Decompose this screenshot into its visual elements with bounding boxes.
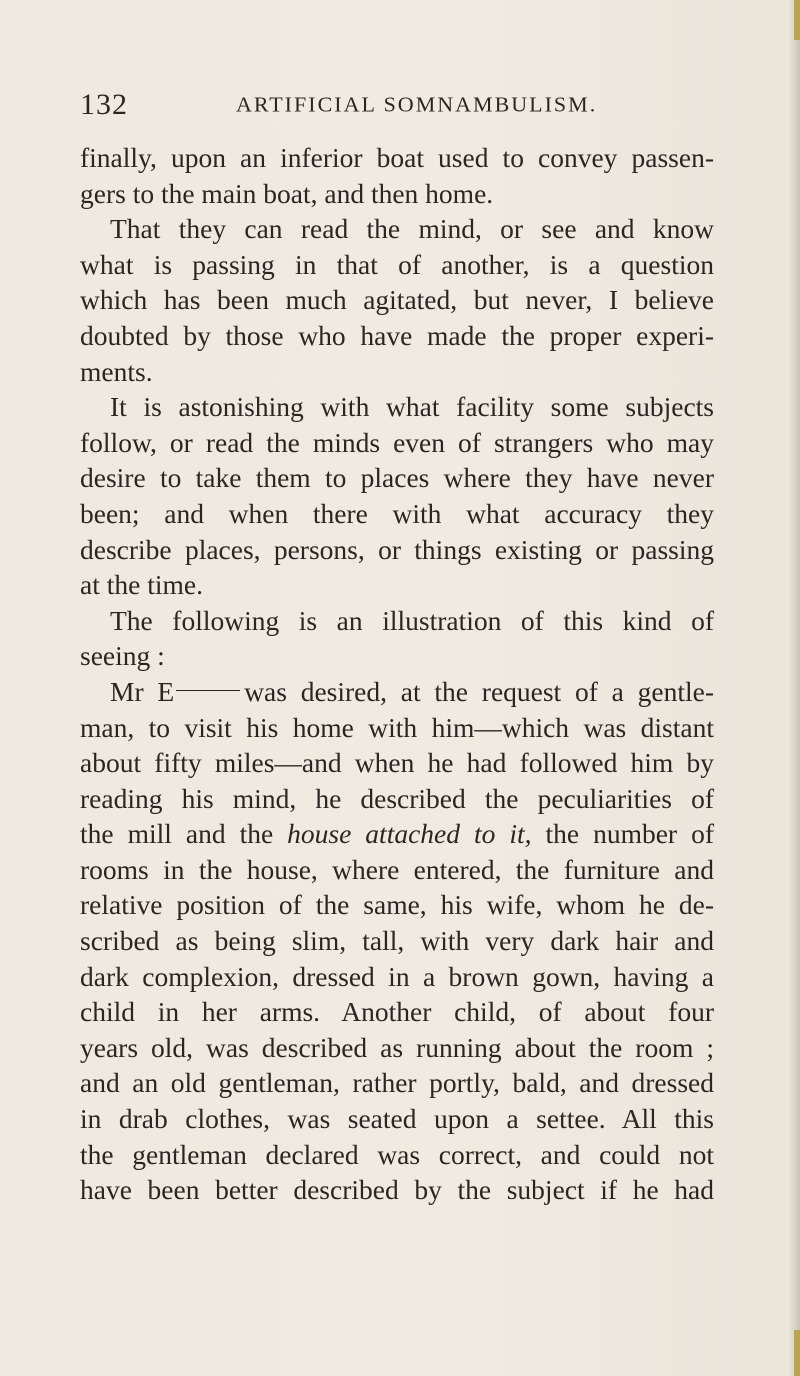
body-text [80,140,714,1208]
line-text: child in her arms. Another child, of about four [80,996,714,1028]
text-line [80,247,714,283]
text-line [80,852,714,888]
line-text: The following is an illustration of this kind of [110,604,714,636]
line-text: have been better described by the subject if he had [80,1174,714,1206]
text-line [80,1101,714,1137]
page-edge-tab-bottom [794,1330,800,1376]
text-line [80,318,714,354]
text-line [80,1172,714,1208]
line-text: in drab clothes, was seated upon a settee. All this [80,1103,714,1135]
line-text: That they can read the mind, or see and know [110,213,714,245]
text-line [80,923,714,959]
line-text: the gentleman declared was correct, and could not [80,1138,714,1170]
line-text: gers to the main boat, and then home. [80,177,494,209]
text-line [80,816,714,852]
line-text: about fifty miles—and when he had followed him by [80,747,714,779]
text-line [80,959,714,995]
text-line [80,674,714,710]
text-line [80,354,714,390]
text-line [80,638,714,674]
text-line [80,496,714,532]
text-line [80,710,714,746]
name-omission-dash [176,690,240,691]
running-head [80,88,720,128]
text-line [80,781,714,817]
line-text: doubted by those who have made the proper experi- [80,319,714,351]
line-text: desire to take them to places where they have never [80,462,714,494]
line-text-italic: house attached to it, [287,818,532,850]
page-edge-shadow [788,0,800,1376]
text-line [80,1137,714,1173]
line-text-pre: Mr E [110,675,175,707]
running-title: ARTIFICIAL SOMNAMBULISM. [236,92,598,117]
line-text: describe places, persons, or things existing or passing [80,533,714,565]
text-line [80,460,714,496]
line-text: and an old gentleman, rather portly, bald, and dressed [80,1067,714,1099]
line-text: what is passing in that of another, is a question [80,248,714,280]
text-line [80,140,714,176]
line-text: scribed as being slim, tall, with very dark hair and [80,925,714,957]
line-text: It is astonishing with what facility some subjects [110,391,714,423]
text-line [80,282,714,318]
line-text: years old, was described as running about the room ; [80,1031,714,1063]
text-line [80,745,714,781]
line-text-post: the number of [531,818,714,850]
text-line [80,211,714,247]
text-line [80,425,714,461]
text-line [80,887,714,923]
page-edge-tab-top [794,0,800,40]
line-text: follow, or read the minds even of strangers who may [80,426,714,458]
line-text-post: was desired, at the request of a gentle- [244,675,714,707]
line-text: man, to visit his home with him—which was distant [80,711,714,743]
line-text: which has been much agitated, but never, I believe [80,284,714,316]
page-number: 132 [80,88,128,121]
text-line [80,389,714,425]
line-text: been; and when there with what accuracy they [80,497,714,529]
line-text: at the time. [80,569,203,601]
text-line [80,1065,714,1101]
text-line [80,176,714,212]
text-line [80,1030,714,1066]
line-text: ments. [80,355,153,387]
line-text: finally, upon an inferior boat used to convey passen- [80,142,714,173]
line-text-pre: the mill and the [80,818,288,850]
text-line [80,994,714,1030]
text-line [80,603,714,639]
text-line [80,567,714,603]
line-text: rooms in the house, where entered, the furniture and [80,853,714,885]
text-line [80,532,714,568]
line-text: reading his mind, he described the peculiarities of [80,782,714,814]
line-text: relative position of the same, his wife, whom he de- [80,889,714,921]
line-text: seeing : [80,640,165,672]
line-text: dark complexion, dressed in a brown gown, having a [80,960,714,992]
